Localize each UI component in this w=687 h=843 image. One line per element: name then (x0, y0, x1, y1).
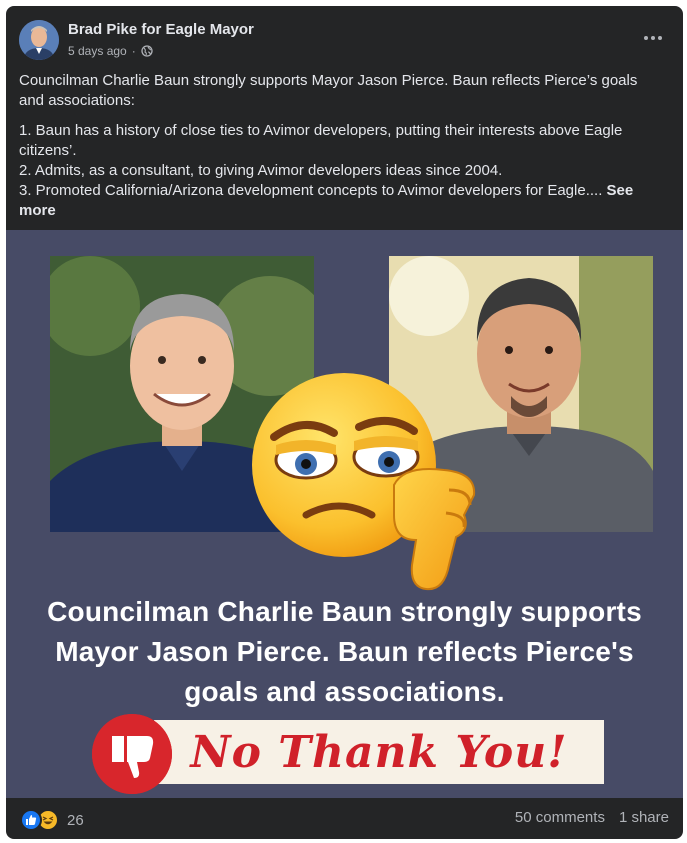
post-image[interactable] (6, 230, 683, 798)
reactions-summary[interactable] (20, 809, 84, 831)
meta-separator: · (131, 44, 136, 58)
banner-text: No Thank You! (190, 726, 568, 778)
post-meta (68, 44, 153, 58)
facebook-post (6, 6, 683, 839)
post-list-item-3: 3. Promoted California/Arizona development concepts to Avimor developers for Eagle.... (19, 182, 607, 199)
shares-count-link[interactable]: 1 share (618, 809, 669, 826)
post-timestamp[interactable]: 5 days ago (68, 44, 127, 58)
author-name[interactable]: Brad Pike for Eagle Mayor (68, 21, 254, 38)
post-list-item-2: 2. Admits, as a consultant, to giving Avimor developers ideas since 2004. (19, 162, 503, 179)
engagement-stats (515, 809, 669, 826)
reaction-count: 26 (67, 811, 84, 829)
comments-count-link[interactable]: 50 comments (514, 809, 605, 826)
post-footer (6, 798, 683, 839)
caption-line-3: goals and associations. (184, 676, 505, 707)
thumbs-down-emoji-icon (244, 365, 494, 595)
caption-line-2: Mayor Jason Pierce. Baun reflects Pierce's (55, 636, 634, 667)
author-avatar[interactable] (19, 20, 59, 60)
image-caption (6, 592, 683, 712)
like-reaction-icon (20, 809, 42, 831)
globe-icon (141, 45, 153, 57)
post-paragraph: Councilman Charlie Baun strongly supports Mayor Jason Pierce. Baun reflects Pierce’s goals and associations: (19, 72, 638, 109)
more-options-icon[interactable] (637, 28, 669, 48)
post-text (19, 71, 659, 221)
thumbs-down-icon (92, 714, 172, 794)
post-list (19, 121, 659, 221)
post-header (6, 6, 683, 70)
post-list-item-1: 1. Baun has a history of close ties to Avimor developers, putting their interests above Eagle citizens’. (19, 122, 623, 159)
no-thank-you-banner (154, 720, 604, 784)
caption-line-1: Councilman Charlie Baun strongly supports (47, 596, 642, 627)
see-more-link[interactable]: See more (19, 182, 634, 219)
